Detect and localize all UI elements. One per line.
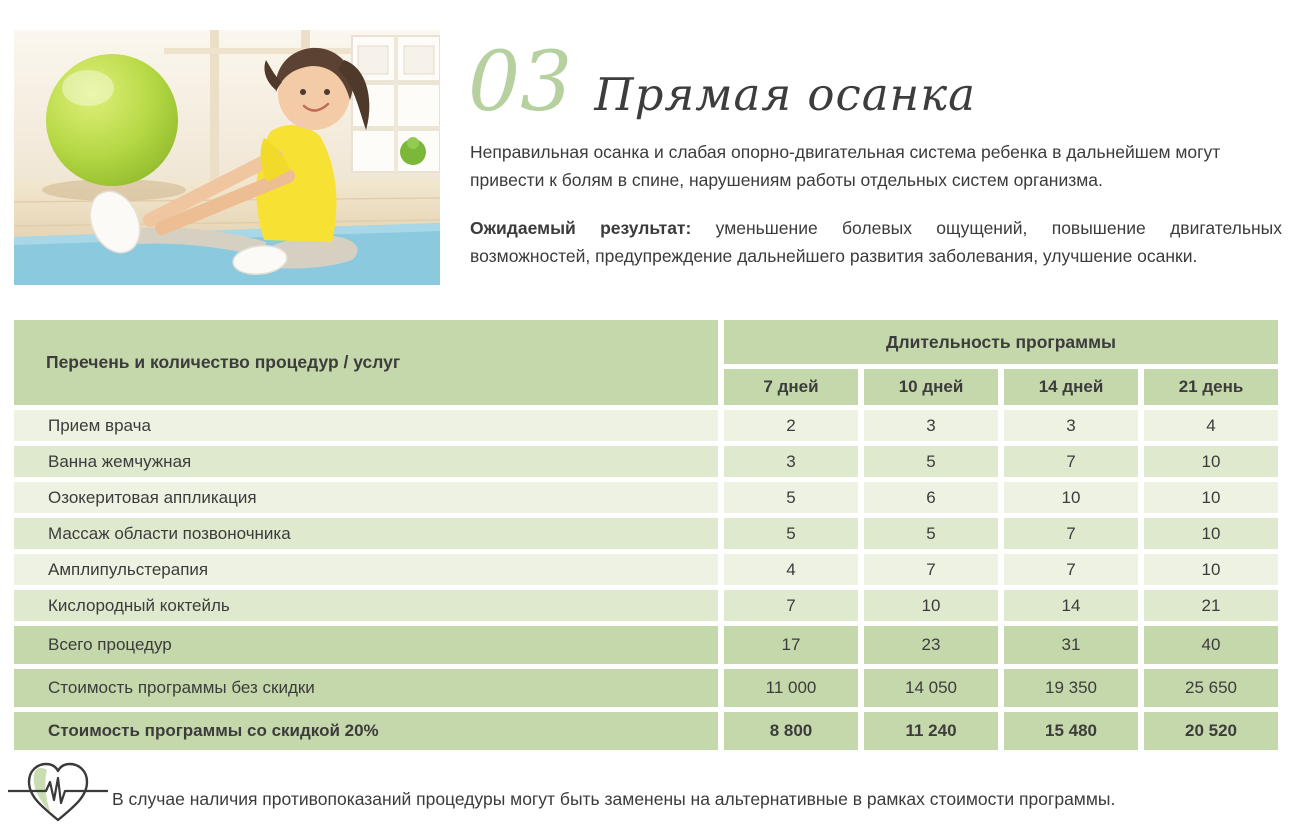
expected-result-label: Ожидаемый результат: bbox=[470, 218, 692, 238]
table-cell-value: 20 520 bbox=[1144, 712, 1278, 750]
table-cell-value: 4 bbox=[724, 554, 858, 585]
table-cell-value: 4 bbox=[1144, 410, 1278, 441]
table-header-duration: Длительность программы bbox=[724, 320, 1278, 364]
table-cell-value: 5 bbox=[724, 482, 858, 513]
table-cell-value: 5 bbox=[864, 518, 998, 549]
table-cell-value: 11 240 bbox=[864, 712, 998, 750]
table-cell-value: 7 bbox=[1004, 518, 1138, 549]
table-cell-value: 7 bbox=[724, 590, 858, 621]
table-cell-value: 6 bbox=[864, 482, 998, 513]
table-row-label: Стоимость программы без скидки bbox=[14, 669, 718, 707]
table-row-label: Ванна жемчужная bbox=[14, 446, 718, 477]
table-cell-value: 11 000 bbox=[724, 669, 858, 707]
table-cell-value: 23 bbox=[864, 626, 998, 664]
page-title: Прямая осанка bbox=[594, 68, 976, 121]
table-row-label: Стоимость программы со скидкой 20% bbox=[14, 712, 718, 750]
table-cell-value: 14 050 bbox=[864, 669, 998, 707]
table-cell-value: 7 bbox=[864, 554, 998, 585]
table-cell-value: 10 bbox=[864, 590, 998, 621]
table-header-10-days: 10 дней bbox=[864, 369, 998, 405]
expected-result-text: уменьшение болевых ощущений, повышение двигательных возможностей, предупреждение дальнейшего развития заболевания, улучшение осанки. bbox=[470, 218, 1282, 266]
table-row-label: Массаж области позвоночника bbox=[14, 518, 718, 549]
expected-result-paragraph bbox=[470, 214, 1282, 270]
table-cell-value: 10 bbox=[1144, 518, 1278, 549]
child-stretching-photo bbox=[14, 30, 440, 285]
table-row-label: Прием врача bbox=[14, 410, 718, 441]
table-cell-value: 3 bbox=[864, 410, 998, 441]
table-cell-value: 25 650 bbox=[1144, 669, 1278, 707]
table-row-label: Всего процедур bbox=[14, 626, 718, 664]
table-cell-value: 8 800 bbox=[724, 712, 858, 750]
table-cell-value: 17 bbox=[724, 626, 858, 664]
table-cell-value: 40 bbox=[1144, 626, 1278, 664]
table-header-21-days: 21 день bbox=[1144, 369, 1278, 405]
table-cell-value: 21 bbox=[1144, 590, 1278, 621]
table-row-label: Кислородный коктейль bbox=[14, 590, 718, 621]
table-cell-value: 10 bbox=[1004, 482, 1138, 513]
program-number: 03 bbox=[468, 35, 573, 130]
table-header-7-days: 7 дней bbox=[724, 369, 858, 405]
table-cell-value: 10 bbox=[1144, 482, 1278, 513]
heart-pulse-icon bbox=[8, 758, 108, 826]
table-cell-value: 5 bbox=[864, 446, 998, 477]
table-cell-value: 5 bbox=[724, 518, 858, 549]
footnote: В случае наличия противопоказаний процедуры могут быть заменены на альтернативные в рамках стоимости программы. bbox=[112, 789, 1116, 809]
table-cell-value: 10 bbox=[1144, 554, 1278, 585]
program-title-row bbox=[468, 35, 976, 130]
table-cell-value: 2 bbox=[724, 410, 858, 441]
price-table bbox=[14, 320, 1278, 750]
table-cell-value: 15 480 bbox=[1004, 712, 1138, 750]
table-cell-value: 14 bbox=[1004, 590, 1138, 621]
photo-illustration bbox=[14, 30, 440, 285]
table-header-services: Перечень и количество процедур / услуг bbox=[14, 320, 718, 405]
table-cell-value: 19 350 bbox=[1004, 669, 1138, 707]
table-cell-value: 10 bbox=[1144, 446, 1278, 477]
intro-paragraph: Неправильная осанка и слабая опорно-двигательная система ребенка в дальнейшем могут привести к болям в спине, нарушениям работы отдельных систем организма. bbox=[470, 142, 1221, 190]
table-cell-value: 7 bbox=[1004, 554, 1138, 585]
table-cell-value: 3 bbox=[724, 446, 858, 477]
table-cell-value: 3 bbox=[1004, 410, 1138, 441]
table-row-label: Озокеритовая аппликация bbox=[14, 482, 718, 513]
table-cell-value: 31 bbox=[1004, 626, 1138, 664]
table-cell-value: 7 bbox=[1004, 446, 1138, 477]
table-row-label: Амплипульстерапия bbox=[14, 554, 718, 585]
table-header-14-days: 14 дней bbox=[1004, 369, 1138, 405]
